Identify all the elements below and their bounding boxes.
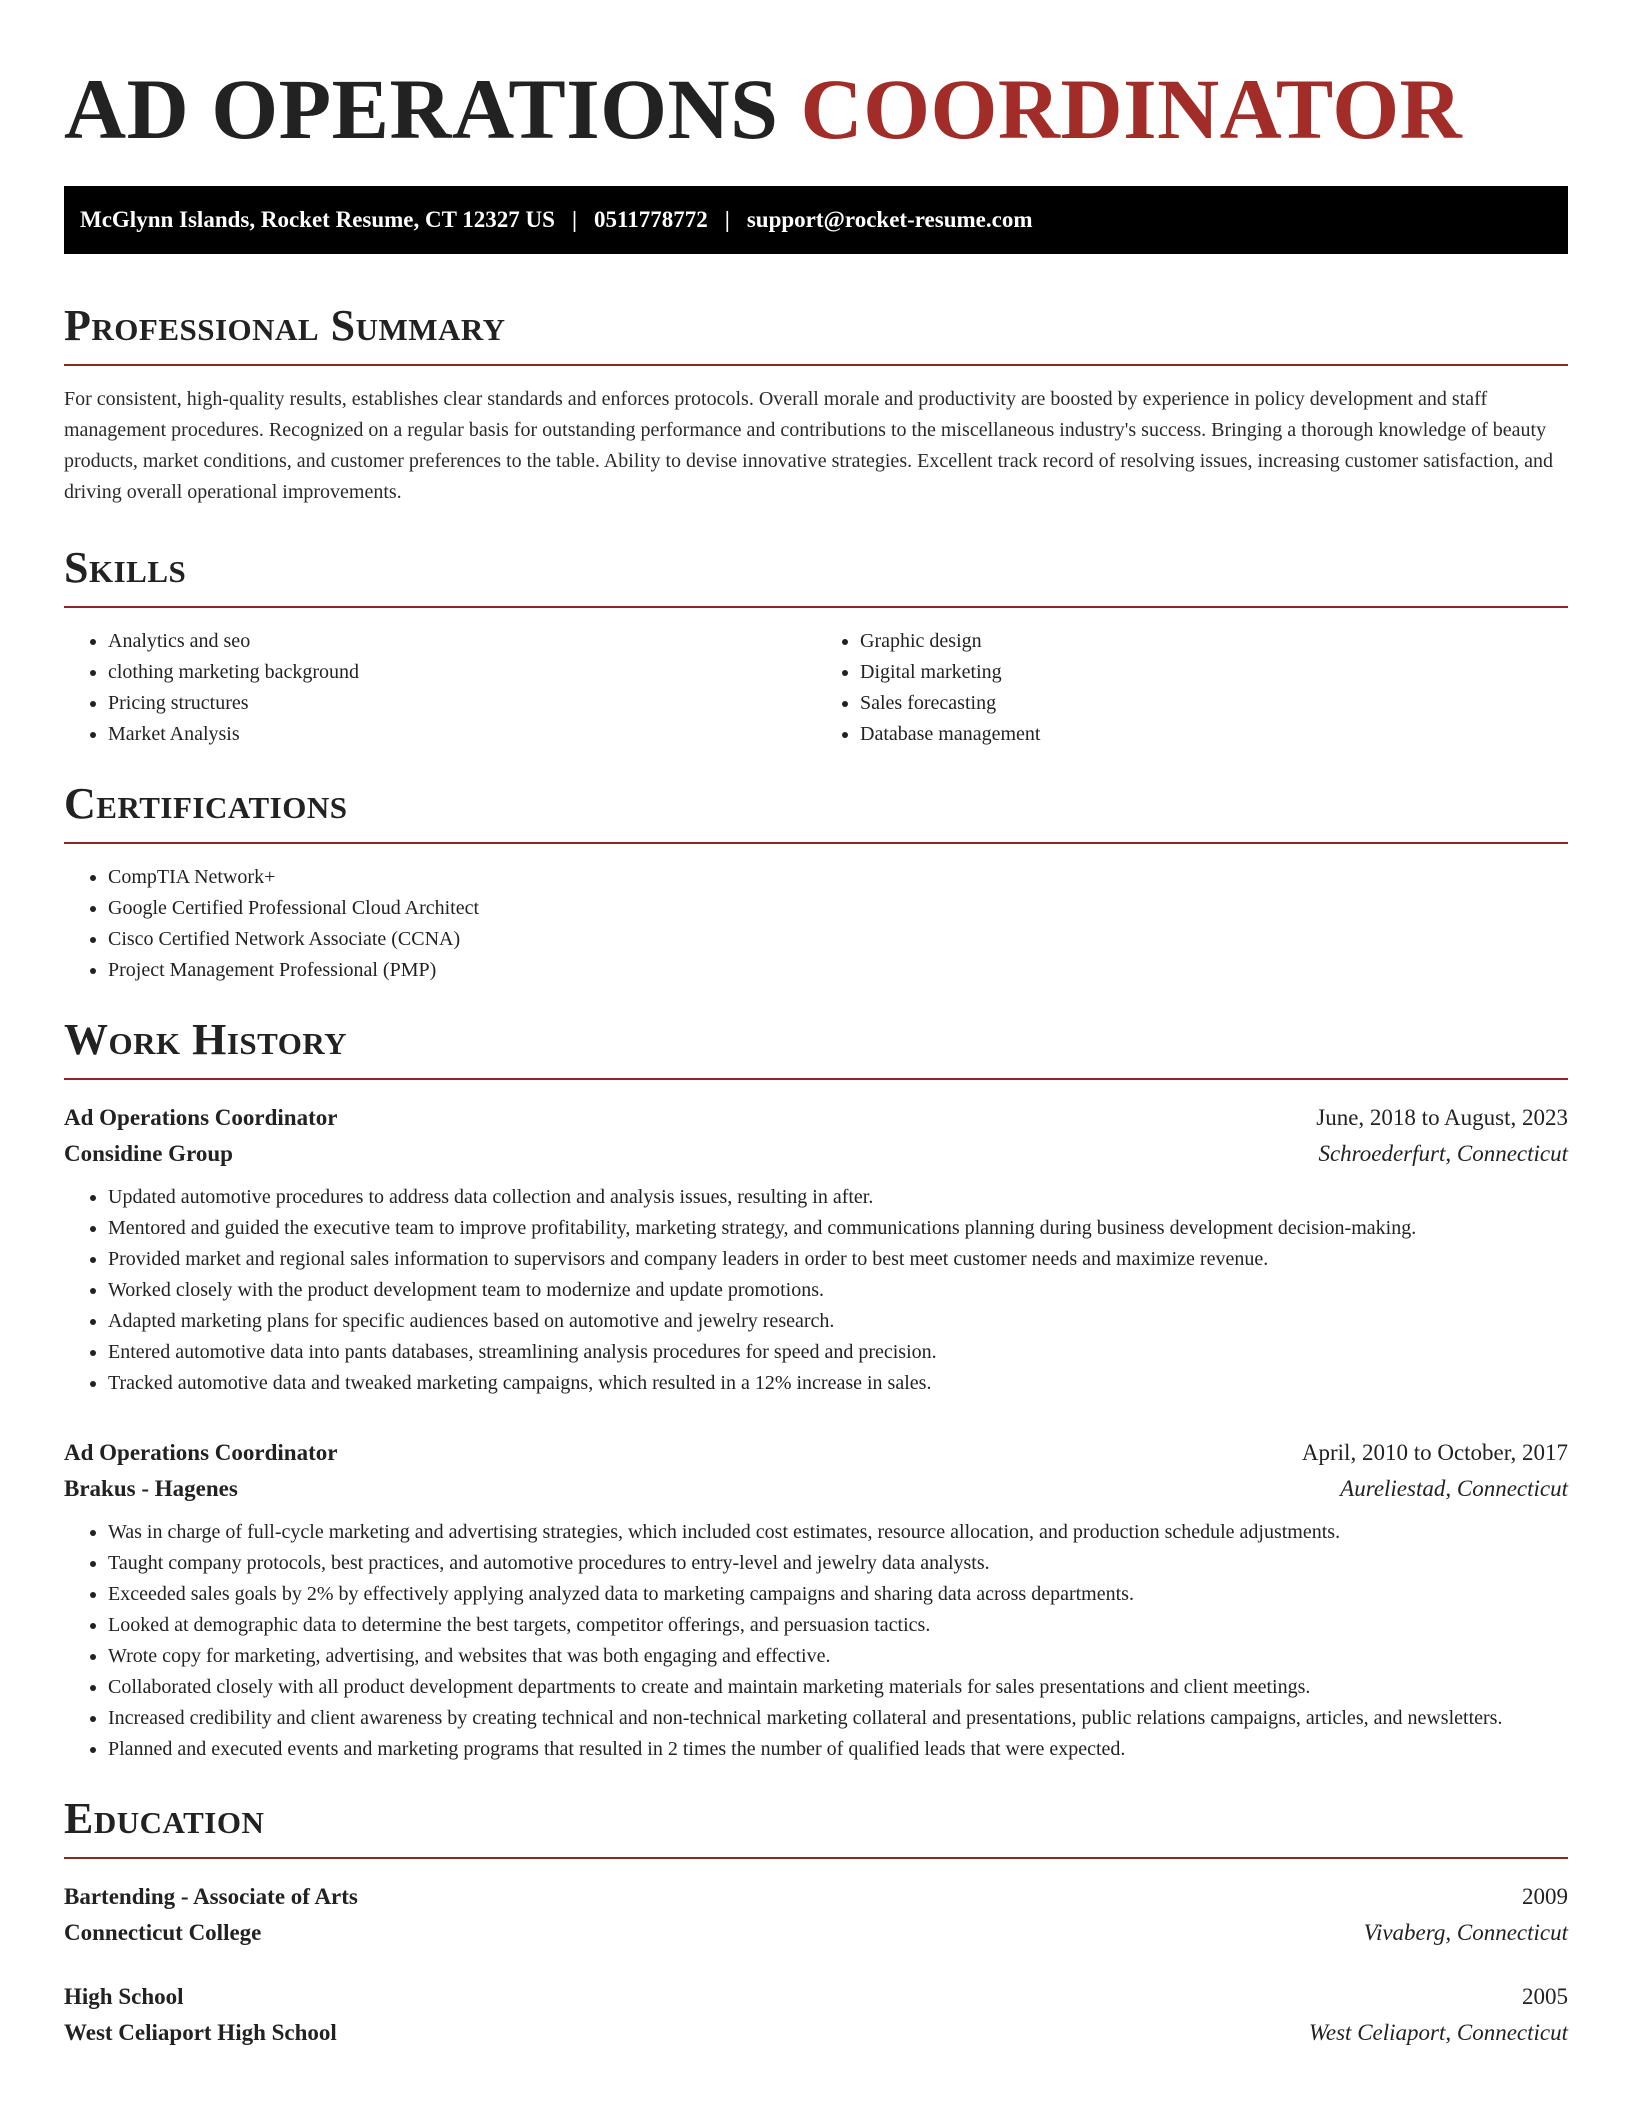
education-location: Vivaberg, Connecticut — [1363, 1920, 1568, 1945]
job-bullet: • Mentored and guided the executive team to improve profitability, marketing strategy, and communications planning during business development decision-making. — [108, 1213, 1568, 1244]
education-school: West Celiaport High School — [64, 2020, 337, 2045]
section-divider — [64, 842, 1568, 844]
contact-separator: | — [724, 207, 730, 232]
job-location: Aureliestad, Connecticut — [1340, 1476, 1568, 1501]
job-bullet: • Tracked automotive data and tweaked marketing campaigns, which resulted in a 12% increase in sales. — [108, 1368, 1568, 1399]
certifications-list — [64, 862, 1568, 986]
certification-item: • Cisco Certified Network Associate (CCNA) — [108, 924, 1568, 955]
education-school-row — [64, 2015, 1568, 2051]
job-bullet: • Was in charge of full-cycle marketing and advertising strategies, which included cost estimates, resource allocation, and production schedule adjustments. — [108, 1517, 1568, 1548]
job-dates: April, 2010 to October, 2017 — [1301, 1440, 1568, 1465]
job-bullet: • Entered automotive data into pants databases, streamlining analysis procedures for speed and precision. — [108, 1337, 1568, 1368]
job-company: Brakus - Hagenes — [64, 1476, 238, 1501]
job-bullet: • Updated automotive procedures to address data collection and analysis issues, resulting in after. — [108, 1182, 1568, 1213]
job-bullet: • Worked closely with the product development team to modernize and update promotions. — [108, 1275, 1568, 1306]
section-heading: Skills — [64, 543, 187, 592]
job-location: Schroederfurt, Connecticut — [1318, 1141, 1568, 1166]
resume-title — [64, 61, 1568, 157]
title-accent-part: COORDINATOR — [800, 61, 1463, 157]
job-bullet: • Provided market and regional sales information to supervisors and company leaders in order to best meet customer needs and maximize revenue. — [108, 1244, 1568, 1275]
work-history-section — [64, 1015, 1568, 1765]
skills-list-left — [64, 626, 816, 750]
skill-item: • Analytics and seo — [108, 626, 816, 657]
contact-bar — [64, 186, 1568, 254]
section-divider — [64, 1078, 1568, 1080]
section-heading: Certifications — [64, 779, 348, 828]
skill-item: • Digital marketing — [860, 657, 1568, 688]
job-bullet: • Planned and executed events and marketing programs that resulted in 2 times the number of qualified leads that were expected. — [108, 1734, 1568, 1765]
job-header-row — [64, 1100, 1568, 1136]
certification-item: • Google Certified Professional Cloud Architect — [108, 893, 1568, 924]
education-degree: Bartending - Associate of Arts — [64, 1884, 358, 1909]
job-title: Ad Operations Coordinator — [64, 1440, 338, 1465]
job-company-row — [64, 1136, 1568, 1172]
job-bullet: • Increased credibility and client awareness by creating technical and non-technical marketing collateral and presentations, public relations campaigns, articles, and newsletters. — [108, 1703, 1568, 1734]
job-bullet: • Looked at demographic data to determine the best targets, competitor offerings, and persuasion tactics. — [108, 1610, 1568, 1641]
job-dates: June, 2018 to August, 2023 — [1316, 1105, 1568, 1130]
education-header-row — [64, 1979, 1568, 2015]
section-heading: Education — [64, 1794, 265, 1843]
job-title: Ad Operations Coordinator — [64, 1105, 338, 1130]
skill-item: • Database management — [860, 719, 1568, 750]
contact-email: support@rocket-resume.com — [746, 207, 1033, 232]
job-bullet: • Wrote copy for marketing, advertising, and websites that was both engaging and effective. — [108, 1641, 1568, 1672]
education-location: West Celiaport, Connecticut — [1308, 2020, 1568, 2045]
section-divider — [64, 606, 1568, 608]
education-year: 2005 — [1522, 1984, 1568, 2009]
skill-item: • clothing marketing background — [108, 657, 816, 688]
education-school-row — [64, 1915, 1568, 1951]
certifications-section — [64, 779, 1568, 986]
job-entry — [64, 1100, 1568, 1399]
job-bullet: • Adapted marketing plans for specific audiences based on automotive and jewelry research. — [108, 1306, 1568, 1337]
contact-phone: 0511778772 — [594, 207, 708, 232]
section-divider — [64, 1857, 1568, 1859]
skills-grid — [64, 626, 1568, 750]
education-entry — [64, 1879, 1568, 1951]
section-heading: Work History — [64, 1015, 348, 1064]
job-company: Considine Group — [64, 1141, 233, 1166]
certification-item: • Project Management Professional (PMP) — [108, 955, 1568, 986]
skills-list-right — [816, 626, 1568, 750]
job-entry — [64, 1435, 1568, 1765]
contact-address: McGlynn Islands, Rocket Resume, CT 12327 US — [80, 207, 555, 232]
education-section — [64, 1794, 1568, 2051]
job-bullet: • Collaborated closely with all product development departments to create and maintain marketing materials for sales presentations and client meetings. — [108, 1672, 1568, 1703]
education-entry — [64, 1979, 1568, 2051]
certification-item: • CompTIA Network+ — [108, 862, 1568, 893]
education-year: 2009 — [1522, 1884, 1568, 1909]
skill-item: • Pricing structures — [108, 688, 816, 719]
education-header-row — [64, 1879, 1568, 1915]
skill-item: • Graphic design — [860, 626, 1568, 657]
section-heading: Professional Summary — [64, 301, 506, 350]
job-bullet: • Exceeded sales goals by 2% by effectively applying analyzed data to marketing campaigns and sharing data across departments. — [108, 1579, 1568, 1610]
skill-item: • Market Analysis — [108, 719, 816, 750]
section-divider — [64, 364, 1568, 366]
title-first-part: AD OPERATIONS — [64, 61, 779, 157]
job-company-row — [64, 1471, 1568, 1507]
education-school: Connecticut College — [64, 1920, 262, 1945]
education-degree: High School — [64, 1984, 184, 2009]
job-header-row — [64, 1435, 1568, 1471]
contact-separator: | — [571, 207, 578, 232]
professional-summary-section — [64, 301, 1568, 508]
job-bullets — [64, 1517, 1568, 1765]
job-bullets — [64, 1182, 1568, 1399]
job-bullet: • Taught company protocols, best practices, and automotive procedures to entry-level and jewelry data analysts. — [108, 1548, 1568, 1579]
skills-section — [64, 543, 1568, 750]
summary-text: For consistent, high-quality results, establishes clear standards and enforces protocols. Overall morale and productivity are boosted by experience in policy development and staff management procedures. Recognized on a regular basis for outstanding performance and contributions to the miscellaneous industry's success. Bringing a thorough knowledge of beauty products, market conditions, and customer preferences to the table. Ability to devise innovative strategies. Excellent track record of resolving issues, increasing customer satisfaction, and driving overall operational improvements. — [64, 388, 1553, 503]
skill-item: • Sales forecasting — [860, 688, 1568, 719]
